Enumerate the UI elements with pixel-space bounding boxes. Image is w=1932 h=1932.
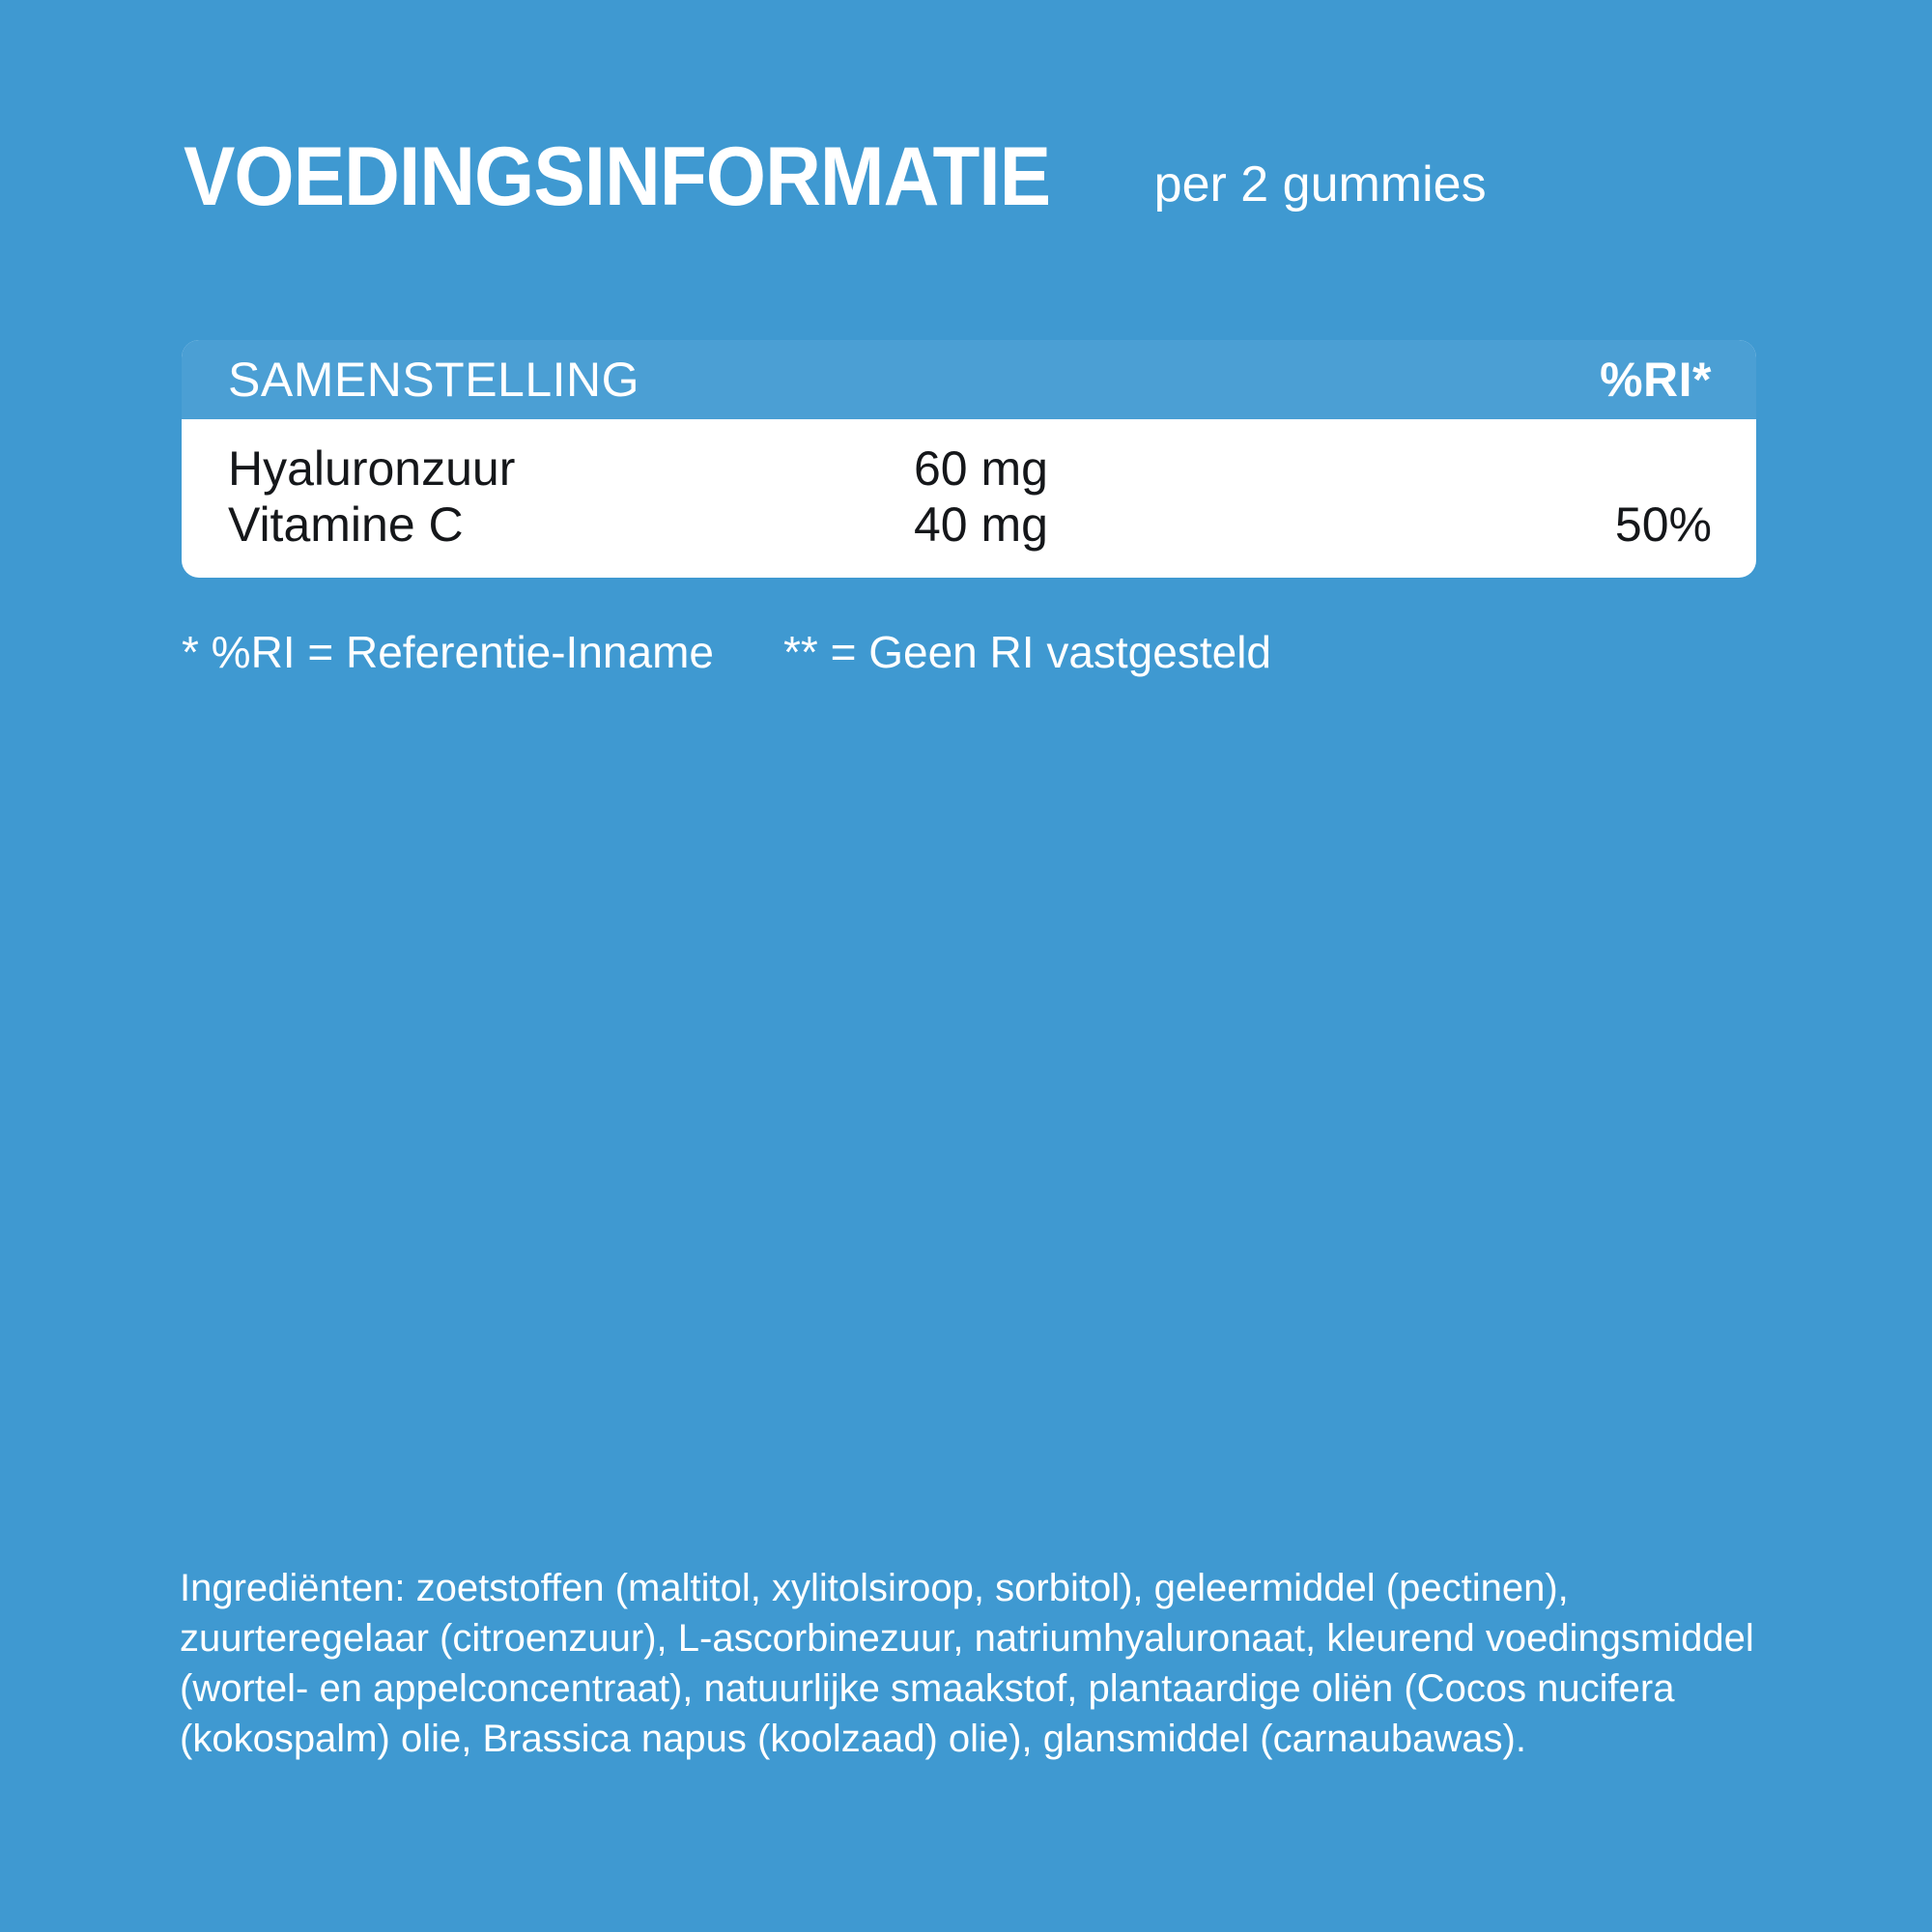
page-title: VOEDINGSINFORMATIE	[184, 130, 1051, 223]
ingredients-text: Ingrediënten: zoetstoffen (maltitol, xylitolsiroop, sorbitol), geleermiddel (pectinen), zuurteregelaar (citroenzuur), L-ascorbinezuur, natriumhyaluronaat, kleurend voedingsmiddel (wortel- en appelconcentraat), natuurlijke smaakstof, plantaardige oliën (Cocos nucifera (kokospalm) olie, Brassica napus (koolzaad) olie), glansmiddel (carnaubawas).	[180, 1567, 1754, 1760]
column-header-ri: %RI*	[1600, 353, 1712, 407]
table-header-row	[182, 340, 1756, 419]
table-body	[182, 419, 1756, 578]
footnote-no-ri: ** = Geen RI vastgesteld	[783, 627, 1272, 677]
header	[184, 130, 1487, 223]
nutrition-table	[182, 340, 1756, 578]
nutrient-amount: 60 mg	[914, 441, 1048, 496]
serving-size-label: per 2 gummies	[1153, 156, 1487, 213]
nutrient-amount: 40 mg	[914, 497, 1048, 552]
table-row	[228, 497, 1712, 553]
footnote-ri: * %RI = Referentie-Inname	[182, 627, 714, 677]
footnote	[182, 626, 1271, 678]
column-header-composition: SAMENSTELLING	[228, 353, 640, 407]
table-row	[228, 440, 1712, 497]
nutrient-name: Vitamine C	[228, 497, 464, 552]
nutrient-name: Hyaluronzuur	[228, 441, 516, 496]
nutrient-ri: 50%	[1614, 497, 1712, 552]
